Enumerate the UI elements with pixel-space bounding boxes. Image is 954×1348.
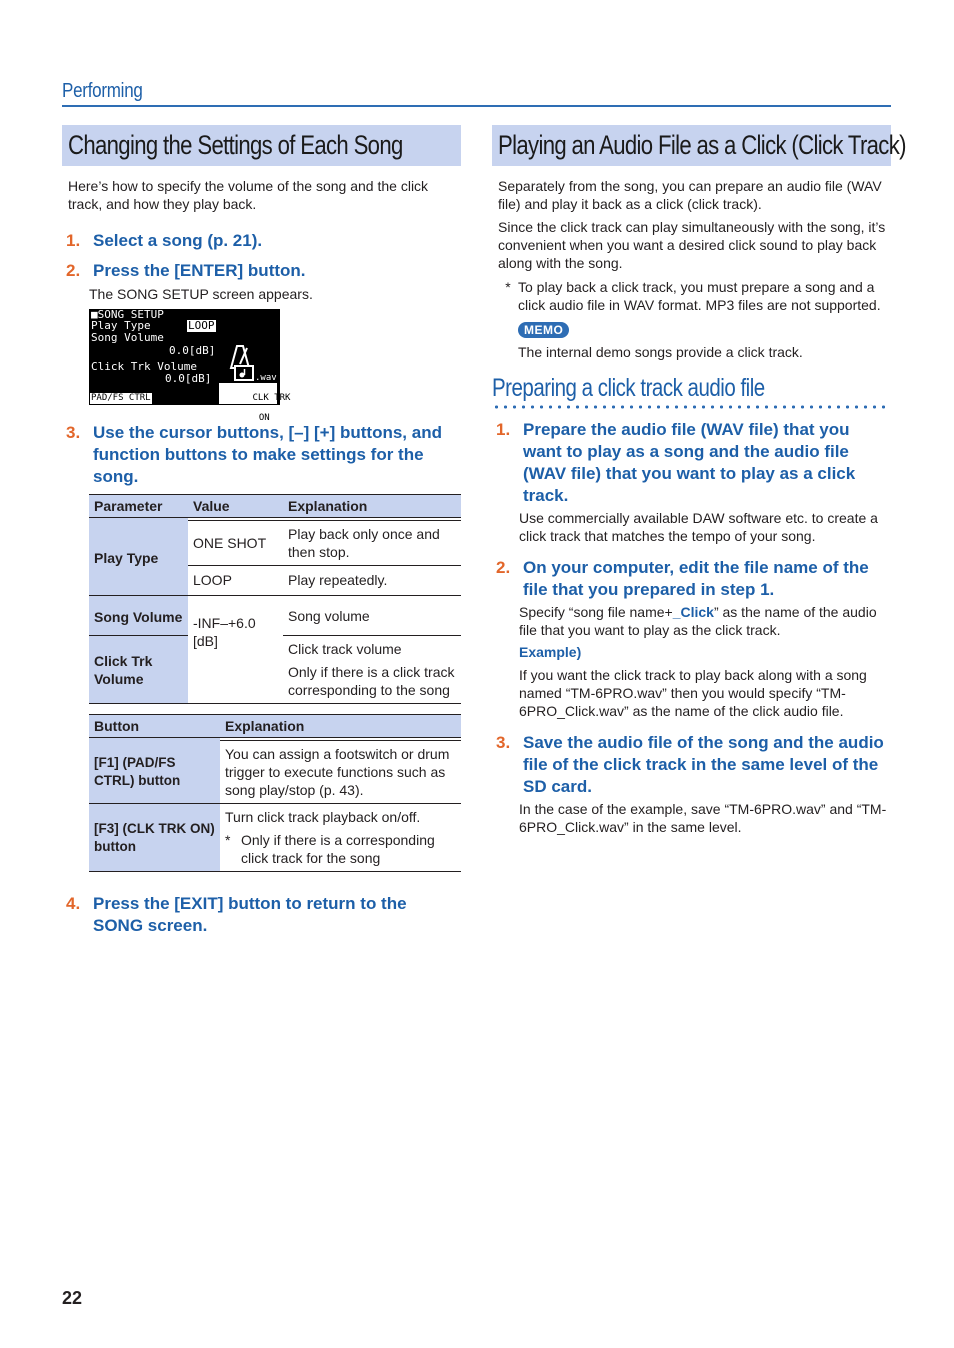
step-text: Use the cursor buttons, [–] [+] buttons, and function buttons to make settings for the song.	[93, 423, 442, 486]
lcd-f3-line2: ON	[258, 413, 270, 423]
parameter-table	[89, 494, 461, 704]
page-number: 22	[62, 1288, 83, 1308]
table-row	[89, 596, 461, 636]
lcd-play-type-label: Play Type	[91, 319, 151, 332]
example-label: Example)	[519, 644, 582, 660]
lcd-click-value: 0.0[dB]	[165, 372, 212, 385]
note-text: To play back a click track, you must prepare a song and a click audio file in WAV format. MP3 files are not supported.	[518, 279, 881, 313]
table-header: Explanation	[220, 715, 461, 738]
table-header: Value	[188, 495, 283, 518]
lcd-f3-label	[219, 383, 291, 423]
memo-badge: MEMO	[518, 322, 569, 338]
metronome-icon	[223, 342, 257, 382]
button-f3: [F3] (CLK TRK ON) button	[89, 804, 220, 872]
exp-f3-note	[225, 831, 456, 867]
lcd-song-volume-value: 0.0[dB]	[169, 344, 216, 357]
right-title: Playing an Audio File as a Click (Click Track)	[498, 130, 906, 160]
param-play-type: Play Type	[89, 521, 188, 596]
note-star: *	[505, 279, 511, 295]
exp-click-line2: Only if there is a click track corresponding to the song	[288, 664, 455, 698]
sub-post: ” as the name of the audio file that you want to play as the click track.	[519, 604, 877, 638]
step-text: On your computer, edit the file name of the file that you prepared in step 1.	[523, 558, 869, 599]
subheading-block	[492, 374, 891, 409]
song-setup-lcd	[89, 308, 291, 423]
exp-f3	[220, 804, 461, 872]
subheading: Preparing a click track audio file	[492, 374, 765, 402]
step-number: 4.	[66, 894, 81, 913]
exp-f1: You can assign a footswitch or drum trigger to execute functions such as song play/stop (p. 43).	[220, 741, 461, 804]
right-title-box	[492, 125, 906, 166]
table-header: Explanation	[283, 495, 461, 518]
right-step-1	[496, 419, 891, 507]
button-table	[89, 714, 461, 872]
lcd-click-label: Click Trk Volume	[91, 360, 197, 373]
table-row	[89, 521, 461, 566]
step-number: 2.	[496, 558, 511, 577]
button-f1: [F1] (PAD/FS CTRL) button	[89, 741, 220, 804]
right-step-3-sub: In the case of the example, save “TM-6PRO.wav” and “TM-6PRO_Click.wav” in the same level.	[519, 801, 887, 835]
step-number: 1.	[496, 420, 511, 439]
table-row	[89, 741, 461, 804]
step-text: Prepare the audio file (WAV file) that you want to play as a song and the audio file (WAV file) that you want to play as a click track.	[523, 420, 856, 505]
left-intro: Here’s how to specify the volume of the song and the click track, and how they play back.	[68, 178, 429, 212]
lcd-f1-label: PAD/FS CTRL	[91, 393, 151, 403]
step-2-sub: The SONG SETUP screen appears.	[89, 286, 313, 302]
left-step-3	[66, 422, 461, 488]
left-step-4	[66, 893, 461, 937]
left-step-2	[66, 260, 461, 282]
step-text: Press the [EXIT] button to return to the SONG screen.	[93, 894, 407, 935]
exp-song-volume: Song volume	[283, 596, 461, 636]
right-para-2: Since the click track can play simultaneously with the song, it’s convenient when you want a desired click sound to play back along with the song.	[498, 219, 886, 271]
param-song-volume: Song Volume	[89, 596, 188, 636]
table-header: Button	[89, 715, 220, 738]
value-one-shot: ONE SHOT	[188, 521, 283, 566]
memo-block	[518, 321, 891, 361]
value-range: -INF–+6.0 [dB]	[188, 596, 283, 704]
left-column	[62, 125, 461, 937]
step-text: Save the audio file of the song and the audio file of the click track in the same level of the SD card.	[523, 733, 884, 796]
exp-f3-text: Turn click track playback on/off.	[225, 809, 421, 825]
step-text: Select a song (p. 21).	[93, 231, 263, 250]
right-step-2	[496, 557, 891, 601]
left-step-1	[66, 230, 461, 252]
right-column	[492, 125, 906, 836]
memo-text: The internal demo songs provide a click track.	[518, 344, 803, 360]
left-title-box	[62, 125, 461, 166]
right-note	[498, 278, 891, 314]
table-header: Parameter	[89, 495, 188, 518]
right-step-1-sub: Use commercially available DAW software etc. to create a click track that matches the tempo of your song.	[519, 510, 878, 544]
value-loop: LOOP	[188, 566, 283, 596]
lcd-title: ■SONG SETUP	[91, 308, 164, 321]
right-para-1: Separately from the song, you can prepare an audio file (WAV file) and play it back as a click (click track).	[498, 178, 882, 212]
note-star: *	[225, 832, 231, 848]
exp-click-line1: Click track volume	[288, 641, 402, 657]
section-rule	[62, 105, 891, 107]
right-step-2-sub	[519, 603, 891, 639]
step-number: 3.	[66, 423, 81, 442]
left-title: Changing the Settings of Each Song	[68, 130, 403, 160]
example-text: If you want the click track to play back along with a song named “TM-6PRO.wav” then you would specify “TM-6PRO_Click.wav” as the name of the click audio file.	[519, 667, 867, 719]
dotted-rule	[492, 405, 891, 409]
exp-loop: Play repeatedly.	[283, 566, 461, 596]
exp-click-trk-volume	[283, 636, 461, 704]
table-header-row	[89, 495, 461, 518]
step-number: 3.	[496, 733, 511, 752]
sub-bold: _Click	[672, 604, 714, 620]
param-click-trk-volume: Click Trk Volume	[89, 636, 188, 704]
step-number: 2.	[66, 261, 81, 280]
section-label: Performing	[62, 80, 143, 102]
table-row	[89, 804, 461, 872]
step-number: 1.	[66, 231, 81, 250]
sub-pre: Specify “song file name+	[519, 604, 673, 620]
note-text: Only if there is a corresponding click track for the song	[241, 832, 435, 866]
right-step-3	[496, 732, 891, 798]
exp-one-shot: Play back only once and then stop.	[283, 521, 461, 566]
lcd-f3-line1: CLK TRK	[252, 393, 291, 403]
lcd-play-type-value: LOOP	[188, 319, 215, 332]
lcd-wav-label: .wav	[255, 373, 277, 383]
lcd-song-volume-label: Song Volume	[91, 331, 164, 344]
table-header-row	[89, 715, 461, 738]
step-text: Press the [ENTER] button.	[93, 261, 306, 280]
